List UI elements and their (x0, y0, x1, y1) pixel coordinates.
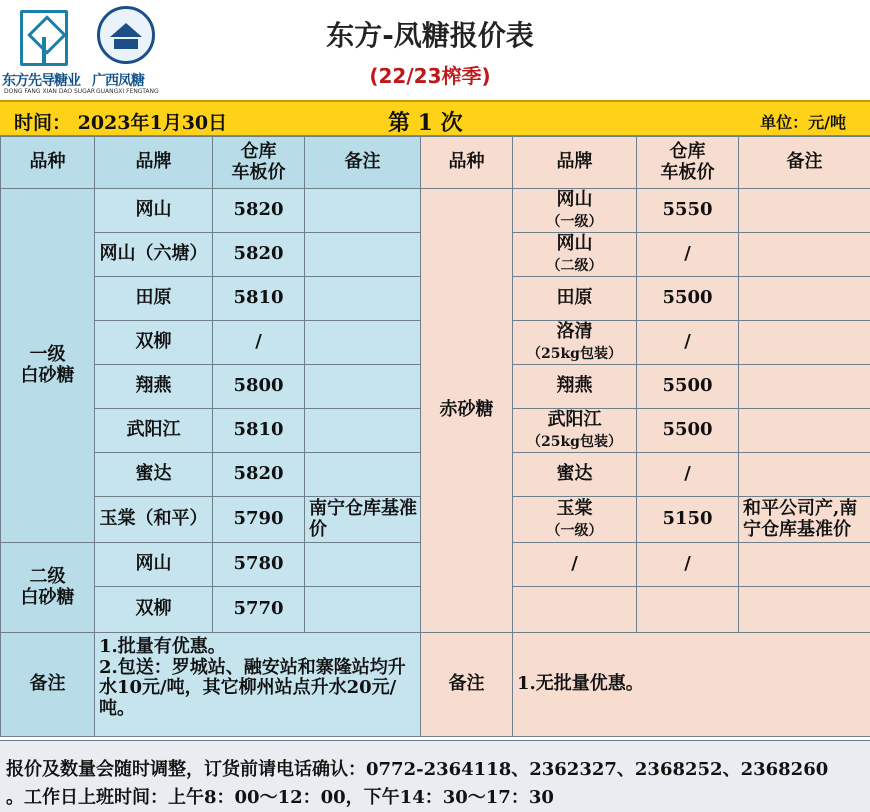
notes-label-red: 备注 (421, 633, 513, 737)
white-remark (305, 365, 421, 409)
white-price: 5820 (213, 233, 305, 277)
white-price: 5790 (213, 497, 305, 543)
header (0, 0, 870, 100)
white-price: 5810 (213, 409, 305, 453)
red-price: 5500 (637, 409, 739, 453)
red-remark (739, 365, 870, 409)
fengtang-logo (92, 4, 162, 96)
header-row (1, 137, 870, 189)
red-brand: / (513, 543, 637, 587)
white-brand: 网山 (95, 543, 213, 587)
red-remark (739, 587, 870, 633)
red-brand (513, 587, 637, 633)
white-price: 5770 (213, 587, 305, 633)
notes-left (95, 633, 421, 737)
footer-hours: 。工作日上班时间：上午8：00～12：00，下午14：30～17：30 (6, 787, 554, 808)
red-price: 5150 (637, 497, 739, 543)
note-item: 1.批量有优惠。 (99, 636, 226, 657)
price-table (0, 136, 870, 737)
red-brand: 玉棠 （一级） (513, 497, 637, 543)
white-brand: 网山（六塘） (95, 233, 213, 277)
dongfang-logo (0, 4, 96, 96)
red-remark (739, 189, 870, 233)
notes-row (1, 633, 870, 737)
header-variety-red: 品种 (421, 137, 513, 189)
variety-grade1-white: 一级 白砂糖 (1, 189, 95, 543)
fengtang-logo-name: 广西凤糖 (92, 73, 144, 89)
white-remark (305, 453, 421, 497)
red-remark: 和平公司产,南宁仓库基准价 (739, 497, 870, 543)
red-remark (739, 321, 870, 365)
white-brand: 武阳江 (95, 409, 213, 453)
red-brand: 洛清 （25kg包装） (513, 321, 637, 365)
red-remark (739, 543, 870, 587)
white-brand: 田原 (95, 277, 213, 321)
white-price: 5820 (213, 453, 305, 497)
white-remark (305, 233, 421, 277)
white-price: 5800 (213, 365, 305, 409)
white-brand: 翔燕 (95, 365, 213, 409)
red-price: / (637, 321, 739, 365)
red-price: 5500 (637, 365, 739, 409)
white-price: 5820 (213, 189, 305, 233)
page-subtitle: (22/23榨季) (369, 64, 491, 88)
red-remark (739, 453, 870, 497)
note-item: 2.包送：罗城站、融安站和寨隆站均升水10元/吨，其它柳州站点升水20元/吨。 (99, 656, 406, 720)
footer-contact: 报价及数量会随时调整，订货前请电话确认：0772-2364118、2362327、2368252、2368260 (6, 759, 829, 780)
red-price: / (637, 453, 739, 497)
dongfang-logo-icon (20, 10, 68, 66)
red-brand: 武阳江 （25kg包装） (513, 409, 637, 453)
variety-grade2-white: 二级 白砂糖 (1, 543, 95, 633)
white-brand: 双柳 (95, 587, 213, 633)
red-price: / (637, 543, 739, 587)
red-remark (739, 409, 870, 453)
table-row (1, 189, 870, 233)
quote-count: 第 1 次 (388, 110, 463, 136)
quote-date: 时间： 2023年1月30日 (14, 112, 228, 134)
white-brand: 双柳 (95, 321, 213, 365)
price-unit: 单位：元/吨 (760, 113, 846, 132)
white-remark: 南宁仓库基准价 (305, 497, 421, 543)
notes-label: 备注 (1, 633, 95, 737)
red-price: / (637, 233, 739, 277)
white-remark (305, 409, 421, 453)
red-brand: 网山 （一级） (513, 189, 637, 233)
page-title: 东方-凤糖报价表 (326, 19, 534, 52)
footer (0, 740, 870, 812)
white-remark (305, 321, 421, 365)
white-price: 5810 (213, 277, 305, 321)
header-brand-red: 品牌 (513, 137, 637, 189)
white-brand: 蜜达 (95, 453, 213, 497)
red-price: 5500 (637, 277, 739, 321)
red-brand: 蜜达 (513, 453, 637, 497)
white-remark (305, 189, 421, 233)
header-brand: 品牌 (95, 137, 213, 189)
red-brand: 翔燕 (513, 365, 637, 409)
header-remark-red: 备注 (739, 137, 870, 189)
white-price: / (213, 321, 305, 365)
fengtang-logo-icon (97, 6, 155, 64)
header-variety: 品种 (1, 137, 95, 189)
white-remark (305, 543, 421, 587)
red-price: 5550 (637, 189, 739, 233)
fengtang-logo-sub: GUANGXI FENGTANG (96, 88, 159, 95)
white-brand: 玉棠（和平） (95, 497, 213, 543)
dongfang-logo-name: 东方先导糖业 (2, 73, 80, 89)
red-brand: 网山 （二级） (513, 233, 637, 277)
variety-red-sugar: 赤砂糖 (421, 189, 513, 633)
white-remark (305, 587, 421, 633)
white-brand: 网山 (95, 189, 213, 233)
red-price (637, 587, 739, 633)
dongfang-logo-sub: DONG FANG XIAN DAO SUGAR (4, 88, 96, 95)
header-remark: 备注 (305, 137, 421, 189)
red-remark (739, 233, 870, 277)
white-remark (305, 277, 421, 321)
header-price-red: 仓库 车板价 (637, 137, 739, 189)
red-remark (739, 277, 870, 321)
notes-right: 1.无批量优惠。 (513, 633, 870, 737)
header-price: 仓库 车板价 (213, 137, 305, 189)
white-price: 5780 (213, 543, 305, 587)
red-brand: 田原 (513, 277, 637, 321)
info-bar (0, 100, 870, 136)
